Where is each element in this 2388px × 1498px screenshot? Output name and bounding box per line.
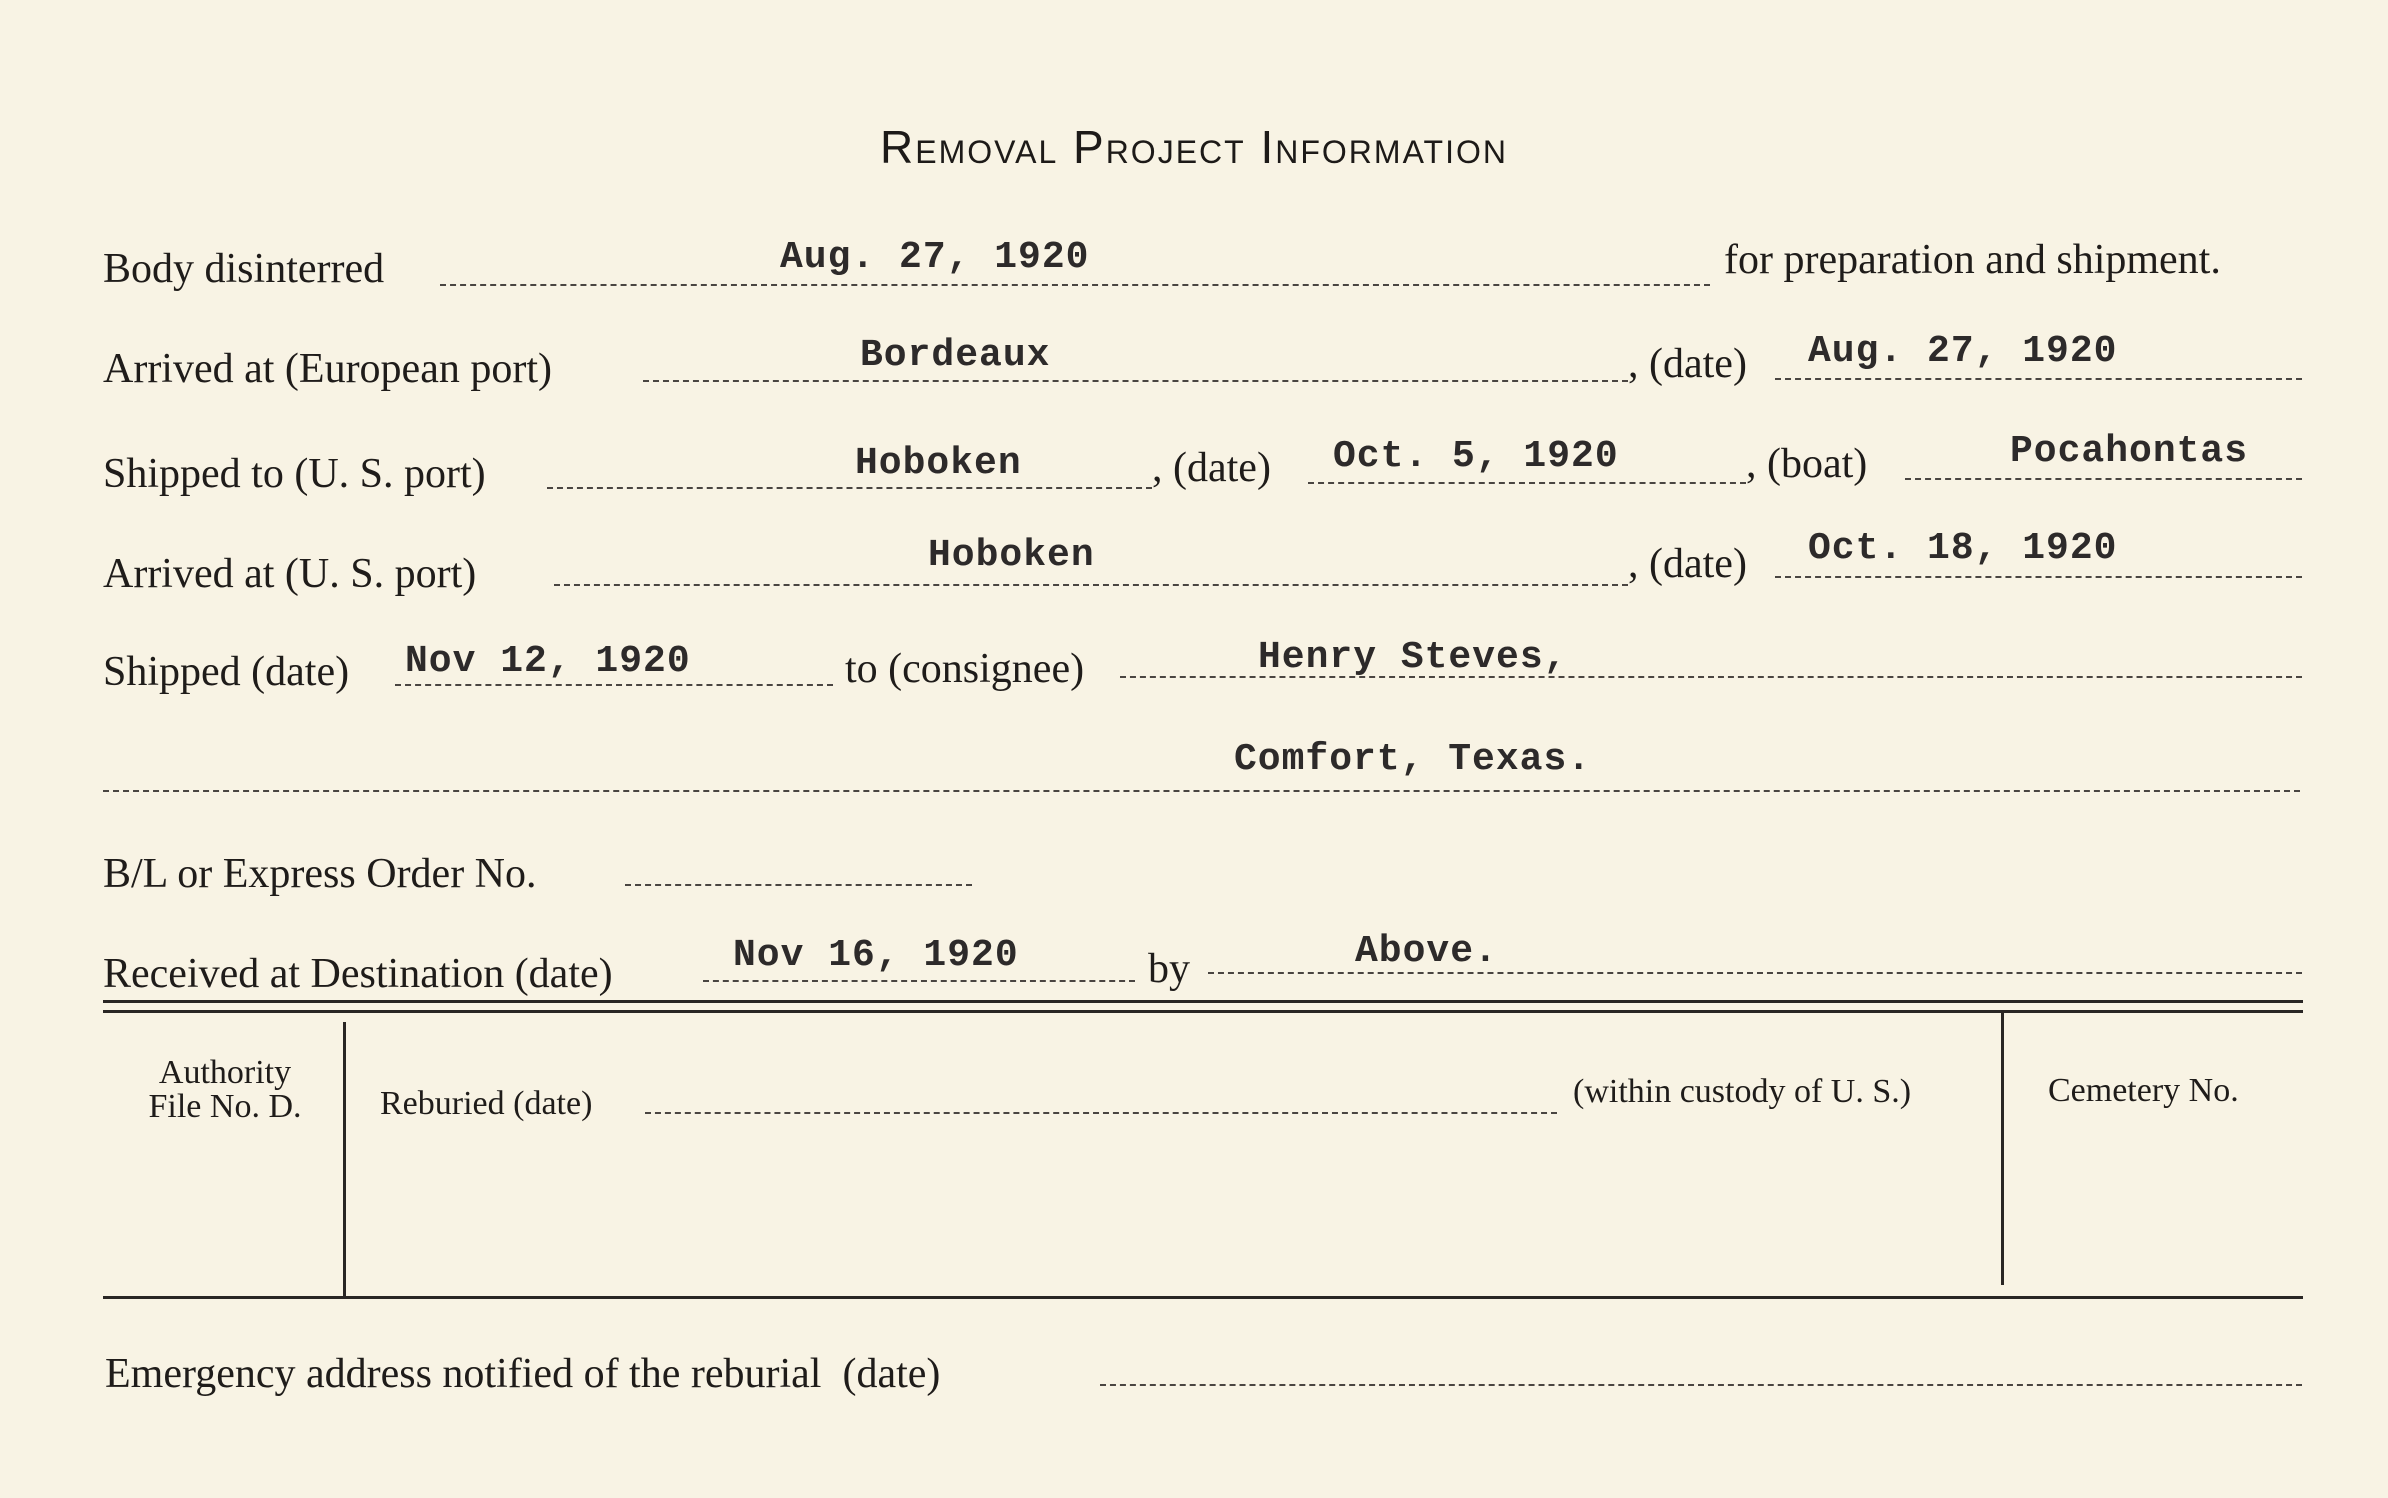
- consignee-address: Comfort, Texas.: [1234, 738, 1592, 781]
- shipped-date: Nov 12, 1920: [405, 640, 691, 683]
- arrived-europe-label: Arrived at (European port): [103, 346, 552, 392]
- shipped-us-port: Hoboken: [855, 442, 1022, 485]
- shipped-us-line: [547, 487, 1152, 489]
- received-label: Received at Destination (date): [103, 951, 613, 997]
- table-divider-left: [343, 1022, 346, 1297]
- disinterred-date: Aug. 27, 1920: [780, 236, 1090, 279]
- arrived-us-label: Arrived at (U. S. port): [103, 551, 477, 597]
- arrived-us-date: Oct. 18, 1920: [1808, 527, 2118, 570]
- table-top-rule-1: [103, 1000, 2303, 1003]
- table-bottom-rule: [103, 1296, 2303, 1299]
- shipped-us-date: Oct. 5, 1920: [1333, 435, 1619, 478]
- shipped-us-boat-line: [1905, 478, 2302, 480]
- reburied-label: Reburied (date): [380, 1085, 593, 1122]
- table-divider-right: [2001, 1010, 2004, 1285]
- received-by: Above.: [1355, 930, 1498, 973]
- address-line: [103, 790, 2300, 792]
- shipped-us-label: Shipped to (U. S. port): [103, 451, 486, 497]
- arrived-us-date-label: , (date): [1628, 541, 1747, 587]
- shipped-label: Shipped (date): [103, 649, 350, 695]
- received-by-label: by: [1148, 946, 1190, 992]
- received-date: Nov 16, 1920: [733, 934, 1019, 977]
- disinterred-line: [440, 284, 1710, 286]
- card-title: Removal Project Information: [880, 121, 1508, 173]
- shipped-date-line: [395, 684, 833, 686]
- authority-label-2: File No. D.: [148, 1088, 302, 1125]
- shipped-us-date-line: [1308, 482, 1746, 484]
- arrived-us-line: [554, 584, 1628, 586]
- disinterred-suffix: for preparation and shipment.: [1724, 237, 2221, 283]
- shipped-us-date-label: , (date): [1152, 445, 1271, 491]
- arrived-us-date-line: [1775, 576, 2302, 578]
- consignee-label: to (consignee): [845, 646, 1085, 692]
- arrived-europe-date-label: , (date): [1628, 341, 1747, 387]
- shipped-us-boat: Pocahontas: [2010, 430, 2249, 473]
- emergency-line: [1100, 1384, 2302, 1386]
- consignee-name: Henry Steves,: [1258, 636, 1568, 679]
- shipped-us-boat-label: , (boat): [1746, 441, 1868, 487]
- emergency-label: Emergency address notified of the reburial (date): [105, 1351, 941, 1397]
- arrived-europe-date-line: [1775, 378, 2302, 380]
- reburied-line: [645, 1112, 1557, 1114]
- disinterred-label: Body disinterred: [103, 246, 385, 292]
- table-top-rule-2: [103, 1010, 2303, 1013]
- received-date-line: [703, 980, 1135, 982]
- custody-label: (within custody of U. S.): [1573, 1073, 1912, 1110]
- cemetery-label: Cemetery No.: [2048, 1072, 2239, 1109]
- arrived-europe-line: [643, 380, 1628, 382]
- arrived-us-port: Hoboken: [928, 534, 1095, 577]
- authority-label-1: Authority: [158, 1054, 292, 1091]
- bl-line: [625, 884, 972, 886]
- bl-label: B/L or Express Order No.: [103, 851, 537, 897]
- arrived-europe-date: Aug. 27, 1920: [1808, 330, 2118, 373]
- arrived-europe-port: Bordeaux: [860, 334, 1051, 377]
